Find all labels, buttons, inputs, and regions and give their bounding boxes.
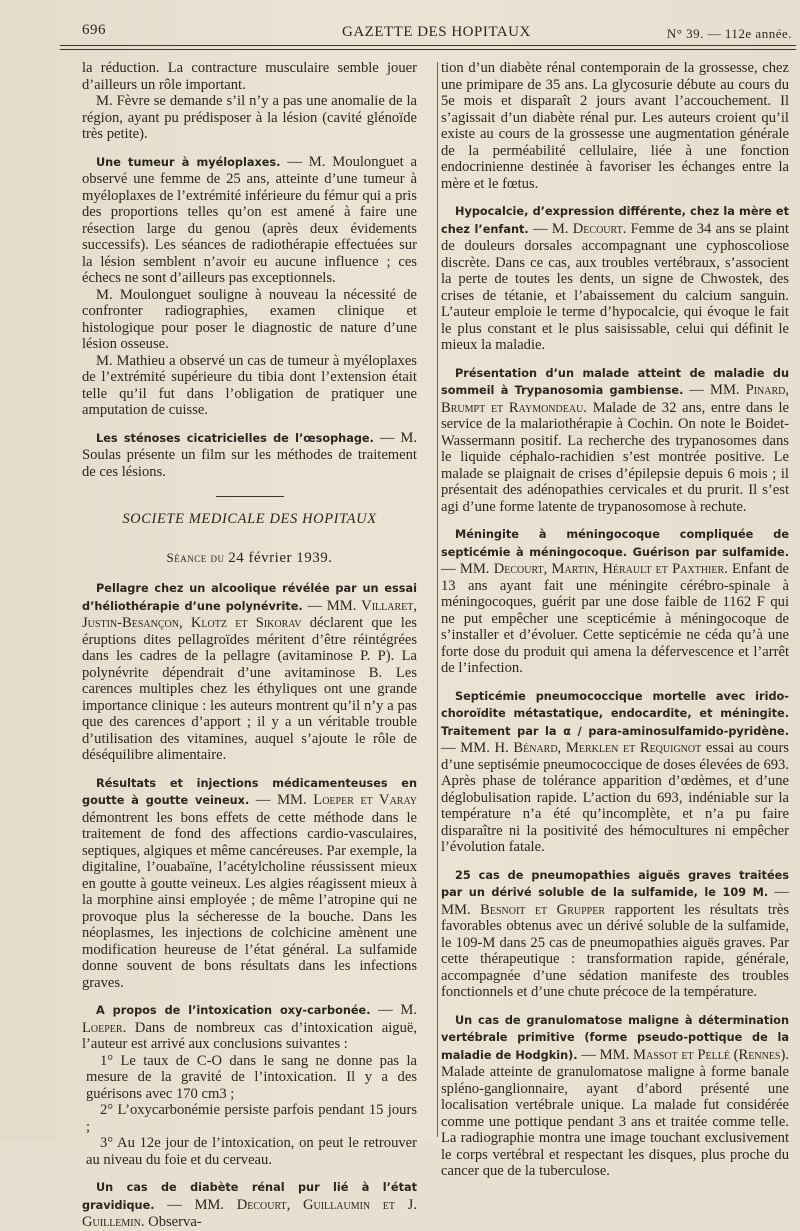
section-divider xyxy=(216,496,284,497)
paragraph: M. Mathieu a observé un cas de tumeur à myéloplaxes de l’extrémité supérieure du tibia dont l’extension était telle qu’il fut dans l’obligation de pratiquer une amputation de cuisse. xyxy=(82,352,417,418)
section-stenoses xyxy=(82,430,417,481)
paragraph: tion d’un diabète rénal contemporain de la grossesse, chez une primipare de 35 ans. La glycosurie débute au cours du 5e mois et disparaît 2 jours avant l’accouchement. Il s’agissait d’un diabète rénal pur. Les auteurs croient qu’il existe au cours de la grossesse une augmentation générale de la perméabilité cellulaire, liée à une fonction endocrinienne destinée à favoriser les échanges entre la mère et le fœtus. xyxy=(441,60,789,192)
list-item: 3° Au 12e jour de l’intoxication, on peut le retrouver au niveau du foie et du cerveau. xyxy=(86,1135,417,1168)
section-text: Malade de 32 ans, entre dans le service de la malariothérapie à Cochin. On note le Boidet-Wassermann positif. La recherche des trypanosomes dans le liquide céphalo-rachidien s’est montrée positive. Le malade se plaignait de crises d’épilepsie depuis 6 mois ; il présentait des adénopathies cervicales et du prurit. Il s’est agi d’une forme latente de trypanosomose à rechute. xyxy=(441,399,789,515)
section-meningite: Méningite à méningocoque compliquée de septicémie à méningocoque. Guérison par sulfamide. — MM. Decourt, Martin, Hérault et Paxthier. Enfant de 13 ans ayant fait une méningite cérébro-spinale à méningocoques, guérit par une dose faible de 1162 F qui ne put empêcher une scepticémie à méningocoque de s’installer et d’évoluer. Cette septicémie ne céda qu’à une forte dose du produit qui amena la défervescence et l’arrêt de l’infection. xyxy=(441,528,789,676)
section-septicemie-pneumococcique: Septicémie pneumococcique mortelle avec irido-choroïdite métastatique, endocardite, et méningite. Traitement par la α / para-aminosulfamido-pyridène. — MM. H. Bénard, Merklen et Requignot essai au cours d’une septisémie pneumococcique de doses élevées de 693. Après phase de tolérance apparition d’œdèmes, et d’une déglobulisation rapide. L’action du 693, indéniable sur la température n’a été qu’incomplète, et n’a pu faire disparaître ni la positivité des hémocultures ni empêcher l’évolution fatale. xyxy=(441,689,789,855)
section-text: — M. Moulonguet a observé une femme de 25 ans, atteinte d’une tumeur à myéloplaxes de l’extrémité inférieure du fémur qui a pris des proportions telles qu’on est amené à faire une résection large du genou (après deux évidements successifs). Les séances de radiothérapie effectuées sur la lésion semblent n’avoir eu aucune influence ; ces échecs ne sont d’ailleurs pas exceptionnels. xyxy=(82,153,417,286)
authors: Pinard, Brumpt et Raymondeau. xyxy=(441,382,790,416)
journal-title: GAZETTE DES HOPITAUX xyxy=(342,24,531,40)
section-hypocalcie: Hypocalcie, d’expression différente, chez la mère et chez l’enfant. — M. Decourt. Femme de 34 ans se plaint de douleurs dorsales accompagnant une cyphoscoliose discrète. Dans ce cas, aux troubles vertébraux, s’associent la perte de toutes les dents, un signe de Chwostek, des crises de tétanie, et l’abaissement du calcium sanguin. L’auteur emploie le terme d’hypocalcie, qui évoque le fait le plus constant et le plus saisissable, celui qui définit le mieux la maladie. xyxy=(441,205,789,353)
section-text: rapportent les résultats très favorables obtenus avec un dérivé soluble de la sulfamide, le 109-M dans 25 cas de pneumopathies aiguës graves. Par cette thérapeutique : transformation rapide, générale, accompagnée d’une sédation manifeste des troubles fonctionnels et d’une chute précoce de la température. xyxy=(441,901,789,1000)
section-text: Enfant de 13 ans ayant fait une méningite cérébro-spinale à méningocoques, guérit par une dose faible de 1162 F qui ne put empêcher une scepticémie à méningocoque de s’installer et d’évoluer. Cette septicémie ne céda qu’à une forte dose du produit qui amena la défervescence et l’arrêt de l’infection. xyxy=(441,561,789,676)
section-granulomatose: Un cas de granulomatose maligne à détermination vertébrale primitive (forme pseudo-pottique de la maladie de Hodgkin). — MM. Massot et Pellé (Rennes). Malade atteinte de granulomatose maligne à forme banale spléno-ganglionnaire, ayant d’abord présenté une localisation vertébrale unique. La malade fut considérée comme une pottique pendant 3 ans et traitée comme telle. La radiographie montra une image touchant exclusivement le corps vertébral et respectant les disques, plus proche du cancer que de la tuberculose. xyxy=(441,1013,790,1179)
session-date: Séance du 24 février 1939. xyxy=(166,549,333,566)
section-heading: A propos de l’intoxication oxy-carbonée. xyxy=(96,1004,371,1017)
header-rule-thin xyxy=(60,49,796,50)
section-heading: Une tumeur à myéloplaxes. xyxy=(96,155,281,169)
section-heading: 25 cas de pneumopathies aiguës graves traitées par un dérivé soluble de la sulfamide, le 109 M. xyxy=(441,868,789,899)
authors: Massot et Pellé (Rennes). xyxy=(633,1046,790,1063)
page-number: 696 xyxy=(82,22,106,38)
column-divider xyxy=(437,62,438,1137)
section-pneumopathies: 25 cas de pneumopathies aiguës graves traitées par un dérivé soluble de la sulfamide, le 109 M. — MM. Besnoit et Grupper rapportent les résultats très favorables obtenus avec un dérivé soluble de la sulfamide, le 109-M dans 25 cas de pneumopathies aiguës graves. Par cette thérapeutique : transformation rapide, générale, accompagnée d’une sédation manifeste des troubles fonctionnels et d’une chute précoce de la température. xyxy=(441,868,789,1000)
authors: Decourt, Guillaumin et J. Guillemin. xyxy=(82,1196,417,1230)
issue-number: N° 39. — 112e année. xyxy=(666,26,792,41)
section-heading: Un cas de granulomatose maligne à détermination vertébrale primitive (forme pseudo-pottique de la maladie de Hodgkin). xyxy=(441,1013,789,1062)
section-maladie-du-sommeil: Présentation d’un malade atteint de maladie du sommeil à Trypanosomia gambiense. — MM. Pinard, Brumpt et Raymondeau. Malade de 32 ans, entre dans le service de la malariothérapie à Cochin. On note le Boidet-Wassermann positif. La recherche des trypanosomes dans le liquide céphalo-rachidien s’est montrée positive. Le malade se plaignait de crises d’épilepsie depuis 6 mois ; il présentait des adénopathies cervicales et du prurit. Il s’est agi d’une forme latente de trypanosomose à rechute. xyxy=(441,366,790,515)
section-goutte-a-goutte: Résultats et injections médicamenteuses en goutte à goutte veineux. — MM. Loeper et Varay démontrent les bons effets de cette méthode dans le traitement de fond des affections cardio-vasculaires, septiques, algiques et même cancéreuses. Par exemple, la digitaline, l’ouabaïne, l’acétylcholine réussissent mieux en goutte à goutte veineux. Les algies réagissent mieux à la morphine ainsi employée ; de même l’atropine qui ne provoque plus la sécheresse de la bouche. Dans les néoplasmes, les injections de colchicine amènent une modification heureuse de l’état général. La sulfamide donne souvent de bons résultats dans les infections graves. xyxy=(82,776,417,991)
society-title: SOCIETE MEDICALE DES HOPITAUX xyxy=(122,511,377,527)
left-column xyxy=(82,60,417,1231)
section-heading: Méningite à méningocoque compliquée de septicémie à méningocoque. Guérison par sulfamide. xyxy=(441,528,789,559)
paragraph: M. Fèvre se demande s’il n’y a pas une anomalie de la région, ayant pu prédisposer à la lésion (cavité glénoïde très petite). xyxy=(82,93,417,142)
section-text: essai au cours d’une septisémie pneumococcique de doses élevées de 693. Après phase de tolérance apparition d’œdèmes, et d’une déglobulisation rapide. L’action du 693, indéniable sur la température n’a été qu’incomplète, et n’a pu faire disparaître ni la positivité des hémocultures ni empêcher l’évolution fatale. xyxy=(441,740,789,855)
section-text: — M. Soulas présente un film sur les méthodes de traitement de ces lésions. xyxy=(82,429,417,480)
page-header xyxy=(60,22,792,44)
section-pellagre: Pellagre chez un alcoolique révélée par un essai d’héliothérapie d’une polynévrite. — MM. Villaret, Justin-Besançon, Klotz et Sikorav déclarent que les éruptions dites pellagroïdes méritent d’être réintégrées dans les cadres de la pellagre (avitaminose P. P). La polynévrite dépendrait d’une avitaminose B. Les carences multiples chez les éthyliques ont une grande importance clinique : les auteurs montrent qu’il n’y a pas que des carences d’apport ; il y a un véritable trouble d’utilisation des vitamines, auquel s’ajoute le rôle de déséquilibre alimentaire. xyxy=(82,582,417,763)
section-heading: Un cas de diabète rénal pur lié à l’état gravidique. xyxy=(82,1181,417,1212)
section-heading: Pellagre chez un alcoolique révélée par un essai d’héliothérapie d’une polynévrite. xyxy=(82,582,417,613)
section-tumeur-myeloplaxes xyxy=(82,154,417,287)
authors: H. Bénard, Merklen et Requignot xyxy=(494,740,702,756)
authors: Besnoit et Grupper xyxy=(480,901,606,918)
authors: Loeper. xyxy=(82,1019,127,1036)
section-heading: Septicémie pneumococcique mortelle avec irido-choroïdite métastatique, endocardite, et méningite. Traitement par la α / para-aminosulfamido-pyridène. xyxy=(441,689,789,738)
section-text: Dans de nombreux cas d’intoxication aiguë, l’auteur est arrivé aux conclusions suivantes : xyxy=(82,1019,417,1052)
section-heading: Les sténoses cicatricielles de l’œsophage. xyxy=(96,431,374,445)
right-column xyxy=(441,60,789,1180)
section-diabete-renal: Un cas de diabète rénal pur lié à l’état gravidique. — MM. Decourt, Guillaumin et J. Guillemin. Observa- xyxy=(82,1181,417,1230)
section-text: Malade atteinte de granulomatose maligne à forme banale spléno-ganglionnaire, ayant d’abord présenté une localisation vertébrale unique. La malade fut considérée comme une pottique pendant 3 ans et traitée comme telle. La radiographie montra une image touchant exclusivement le corps vertébral et respectant les disques, plus proche du cancer que de la tuberculose. xyxy=(441,1064,789,1179)
section-text: Femme de 34 ans se plaint de douleurs dorsales accompagnant une cyphoscoliose discrète. Dans ce cas, aux troubles vertébraux, s’associent la perte de toutes les dents, un signe de Chwostek, des crises de tétanie, et l’abaissement du calcium sanguin. L’auteur emploie le terme d’hypocalcie, qui évoque le fait le plus constant et le plus saisissable, celui qui définit le mieux la maladie. xyxy=(441,220,789,353)
authors: Decourt, Martin, Hérault et Paxthier. xyxy=(493,561,728,577)
section-intoxication-oxycarbonee: A propos de l’intoxication oxy-carbonée. — M. Loeper. Dans de nombreux cas d’intoxication aiguë, l’auteur est arrivé aux conclusions suivantes : xyxy=(82,1002,417,1052)
header-rule xyxy=(60,45,796,46)
section-heading: Résultats et injections médicamenteuses en goutte à goutte veineux. xyxy=(82,776,417,807)
list-item: 2° L’oxycarbonémie persiste parfois pendant 15 jours ; xyxy=(86,1102,417,1135)
list-item: 1° Le taux de C-O dans le sang ne donne pas la mesure de la gravité de l’intoxication. Il y a des guérisons avec 170 cm3 ; xyxy=(86,1052,417,1102)
paragraph: M. Moulonguet souligne à nouveau la nécessité de confronter radiographies, examen clinique et histologique pour poser le diagnostic de nature d’une lésion osseuse. xyxy=(82,286,417,352)
section-text: Observa- xyxy=(144,1214,202,1230)
authors: Villaret, Justin-Besançon, Klotz et Sikorav xyxy=(82,597,417,631)
section-text: démontrent les bons effets de cette méthode dans le traitement de fond des affections cardio-vasculaires, septiques, algiques et même cancéreuses. Par exemple, la digitaline, l’ouabaïne, l’acétylcholine réussissent mieux en goutte à goutte veineux. Les algies réagissent mieux à la morphine ainsi employée ; de même l’atropine qui ne provoque plus la sécheresse de la bouche. Dans les néoplasmes, les injections de colchicine amènent une modification heureuse de l’état général. La sulfamide donne souvent de bons résultats dans les infections graves. xyxy=(82,809,417,991)
section-text: déclarent que les éruptions dites pellagroïdes méritent d’être réintégrées dans les cadres de la pellagre (avitaminose P. P). La polynévrite dépendrait d’une avitaminose B. Les carences multiples chez les éthyliques ont une grande importance clinique : les auteurs montrent qu’il n’y a pas que des carences d’apport ; il y a un véritable trouble d’utilisation des vitamines, auquel s’ajoute le rôle de déséquilibre alimentaire. xyxy=(82,615,417,763)
authors: Decourt. xyxy=(572,220,627,237)
paragraph: la réduction. La contracture musculaire semble jouer d’ailleurs un rôle important. xyxy=(82,60,417,93)
section-heading: Présentation d’un malade atteint de maladie du sommeil à Trypanosomia gambiense. xyxy=(441,366,789,397)
authors: Loeper et Varay xyxy=(313,792,417,808)
section-heading: Hypocalcie, d’expression différente, chez la mère et chez l’enfant. xyxy=(441,205,789,236)
